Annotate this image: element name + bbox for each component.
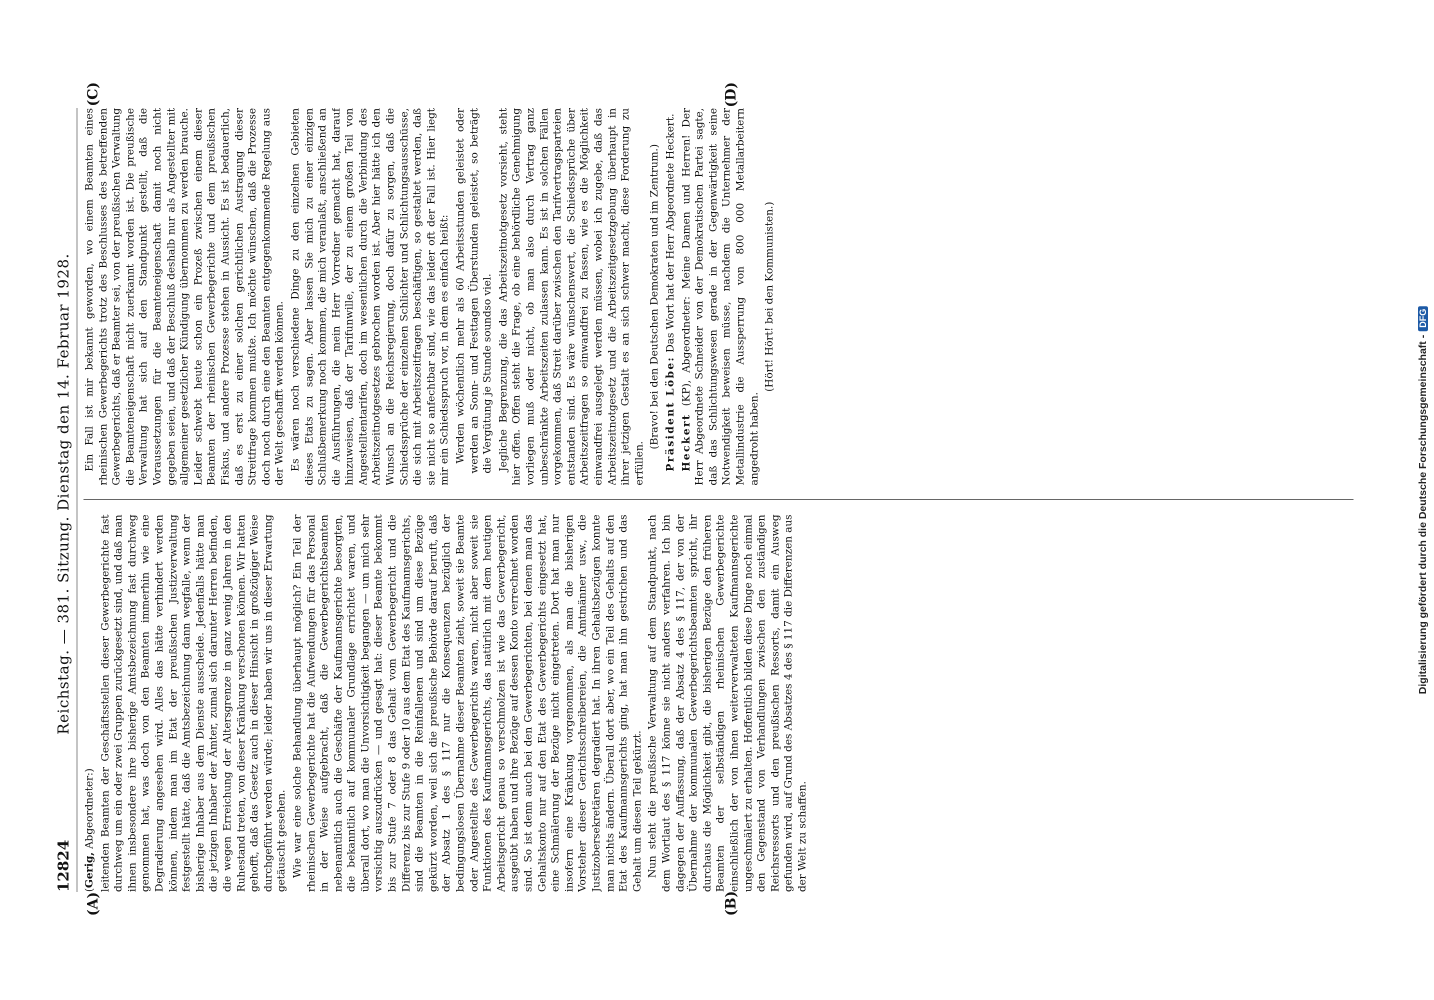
president-remark	[664, 108, 678, 486]
quoted-ruling: Werden wöchentlich mehr als 60 Arbeitsstunden geleistet oder werden an Sonn- und Festtagen Überstunden geleistet, so beträgt die Vergütung je Stunde soundso viel.	[454, 108, 494, 474]
dfg-logo: DFG	[1418, 306, 1428, 331]
applause-note: (Bravo! bei den Deutschen Demokraten und im Zentrum.)	[648, 144, 661, 450]
margin-marker-d: (D)	[723, 82, 740, 108]
right-paragraph-2: Es wären noch verschiedene Dinge zu den einzelnen Gebieten dieses Etats zu sagen. Aber lassen Sie mich zu einer einzigen Schlußbemerkung noch kommen, die mich veranlaßt, anschließend an die Ausführungen, die mein Herr Vorredner gemacht hat, darauf hinzuweisen, daß der Tarifunwille, der zu einem großen Teil von Angestelltentarifen, doch im wesentlichen durch die Verbindung des Arbeitszeitnotgesetzes gebrochen worden ist. Aber hier hätte ich den Wunsch an die Reichsregierung, doch dafür zu sorgen, daß die Schiedssprüche der einzelnen Schlichter und Schlichtungsausschüsse, die sich mit Arbeitszeitfragen beschäftigen, so gestaltet werden, daß sie nicht so anfechtbar sind, wie das leider oft der Fall ist. Hier liegt mir ein Schiedsspruch vor, in dem es einfach heißt:	[289, 108, 451, 486]
left-paragraph-3: Nun steht die preußische Verwaltung auf dem Standpunkt, nach dem Wortlaut des § 117 könne sie nicht anders verfahren. Ich bin dagegen der Auffassung, daß der Absatz 4 des § 117, der von der Übernahme der kommunalen Gewerbegerichtsbeamten spricht, ihr durchaus die Möglichkeit gibt, die bisherigen Bezüge den früheren Beamten der selbständigen rheinischen Gewerbegerichte einschließlich der von ihnen weiterverwalteten Kaufmannsgerichte ungeschmälert zu erhalten. Hoffentlich bilden diese Dinge noch einmal den Gegenstand von Verhandlungen zwischen den zuständigen Reichsressorts und den preußischen Ressorts, damit ein Ausweg gefunden wird, auf Grund des Absatzes 4 des § 117 die Differenzen aus der Welt zu schaffen.	[646, 514, 809, 892]
column-divider	[84, 500, 1354, 501]
rotated-document-page	[45, 80, 1390, 920]
interjection-note: (Hört! Hört! bei den Kommunisten.)	[763, 201, 776, 392]
speaker-continuation: (Gerig, Abgeordneter:)	[83, 768, 96, 892]
heckert-text: (KP), Abgeordneter: Meine Damen und Herren! Der Herr Abgeordnete Schneider von der Demokratischen Partei sagte, daß das Schlichtungswesen gerade in der Gegenwärtigkeit seine Notwendigkeit beweisen müsse, nachdem die Unternehmer der Metallindustrie die Aussperrung von 800 000 Metallarbeitern angedroht haben.	[680, 108, 760, 486]
president-text: Das Wort hat der Herr Abgeordnete Heckert.	[664, 113, 677, 353]
heckert-speech	[680, 108, 762, 486]
right-column	[84, 108, 1354, 486]
margin-marker-b: (B)	[723, 890, 740, 916]
heckert-label: Heckert	[680, 413, 693, 472]
margin-marker-a: (A)	[85, 891, 102, 916]
president-label: Präsident Löbe:	[664, 355, 677, 472]
left-paragraph-2: Wie war eine solche Behandlung überhaupt möglich? Ein Teil der rheinischen Gewerbegerichte hat die Aufwendungen für das Personal in der Weise aufgebracht, daß die Gewerbegerichtsbeamten nebenamtlich auch die Geschäfte der Kaufmannsgerichte besorgten, die bekanntlich auf kommunaler Grundlage errichtet waren, und überall dort, wo man die Unvorsichtigkeit begangen — um mich sehr vorsichtig auszudrücken — und gesagt hat: dieser Beamte bekommt bis zur Stufe 7 oder 8 das Gehalt vom Gewerbegericht und die Differenz bis zur Stufe 9 oder 10 aus dem Etat des Kaufmannsgerichts, sind die Beamten in die Reinfallenen und sind um diese Bezüge gekürzt worden, weil sich die preußische Behörde darauf beruft, daß der Absatz 1 des § 117 nur die Konsequenzen bezüglich der bedingungslosen Übernahme dieser Beamten zieht, soweit sie Beamte oder Angestellte des Gewerbegerichts waren, nicht aber soweit sie Funktionen des Kaufmannsgerichts, das natürlich mit dem heutigen Arbeitsgericht genau so verschmolzen ist wie das Gewerbegericht, ausgeübt haben und ihre Bezüge auf dessen Konto verrechnet worden sind. So ist denn auch bei den Gewerbegerichten, bei denen man das Gehaltskonto nur auf den Etat des Gewerbegerichts eingesetzt hat, eine Schmälerung der Bezüge nicht eingetreten. Dort hat man nur insofern eine Kränkung vorgenommen, als man die bisherigen Vorsteher dieser Gerichtsschreibereien, die Amtmänner usw., die Justizobersekretären degradiert hat. In ihren Gehaltsbezügen konnte man nichts ändern. Überall dort aber, wo ein Teil des Gehalts auf den Etat des Kaufmannsgerichts ging, hat man ihn gestrichen und das Gehalt um diesen Teil gekürzt.	[291, 514, 644, 892]
page-number: 12824	[54, 839, 73, 892]
left-paragraph-1: leitenden Beamten der Geschäftsstellen dieser Gewerbegerichte fast durchweg um ein oder zwei Gruppen zurückgesetzt sind, und daß man ihnen insbesondere ihre bisherige Amtsbezeichnung fast durchweg genommen hat, was doch von den Beamten immerhin wie eine Degradierung angesehen wird. Alles das hätte verhindert werden können, indem man im Etat der preußischen Justizverwaltung festgestellt hätte, daß die Amtsbezeichnung dann wegfalle, wenn der bisherige Inhaber aus dem Dienste ausscheide. Jedenfalls hätte man die jetzigen Inhaber der Ämter, zumal sich darunter Herren befinden, die wegen Erreichung der Altersgrenze in ganz wenig Jahren in den Ruhestand treten, von dieser Kränkung verschonen können. Wir hatten gehofft, daß das Gesetz auch in dieser Hinsicht in großzügiger Weise durchgeführt werden würde; leider haben wir uns in dieser Erwartung getäuscht gesehen.	[99, 514, 288, 892]
dfg-credit-text: Digitalisierung gefördert durch die Deutsche Forschungsgemeinschaft -	[1417, 334, 1429, 695]
right-paragraph-3: Jegliche Begrenzung, die das Arbeitszeitnotgesetz vorsieht, steht hier offen. Offen steht die Frage, ob eine behördliche Genehmigung vorliegen muß oder nicht, ob man also durch Vertrag ganz unbeschränkte Arbeitszeiten zulassen kann. Es ist in solchen Fällen vorgekommen, daß Streit darüber zwischen den Tarifvertragsparteien entstanden sind. Es wäre wünschenswert, die Schiedssprüche über Arbeitszeitfragen so einwandfrei zu fassen, wie es die Möglichkeit einwandfrei ausgelegt werden müssen, wobei ich zugebe, daß das Arbeitszeitnotgesetz und die Arbeitszeitgesetzgebung überhaupt in ihrer jetzigen Gestalt es an sich schwer macht, diese Forderung zu erfüllen.	[497, 108, 646, 486]
right-paragraph-1: Ein Fall ist mir bekannt geworden, wo einem Beamten eines rheinischen Gewerbegerichts trotz des Beschlusses des betreffenden Gewerbegerichts, daß er Beamter sei, von der preußischen Verwaltung die Beamteneigenschaft nicht zuerkannt worden ist. Die preußische Verwaltung hat sich auf den Standpunkt gestellt, daß die Voraussetzungen für die Beamteneigenschaft damit noch nicht gegeben seien, und daß der Beschluß deshalb nur als Angestellter mit allgemeiner gesetzlicher Kündigung übernommen zu werden brauche. Leider schwebt heute schon ein Prozeß zwischen einem dieser Beamten der rheinischen Gewerbegerichte und dem preußischen Fiskus, und andere Prozesse stehen in Aussicht. Es ist bedauerlich, daß es erst zu einer solchen gerichtlichen Austragung dieser Streitfrage kommen mußte. Ich möchte wünschen, daß die Prozesse doch noch durch eine den Beamten entgegenkommende Regelung aus der Welt geschafft werden können.	[83, 108, 286, 486]
margin-marker-c: (C)	[85, 82, 102, 107]
page-header	[55, 108, 78, 892]
left-column	[84, 515, 1354, 893]
page-title: Reichstag. — 381. Sitzung. Dienstag den 14. Februar 1928.	[54, 253, 73, 735]
speaker-role: Abgeordneter:)	[83, 768, 96, 849]
speaker-name: Gerig,	[83, 852, 96, 888]
dfg-credit-strip	[1412, 0, 1434, 1000]
text-columns	[83, 82, 1354, 916]
